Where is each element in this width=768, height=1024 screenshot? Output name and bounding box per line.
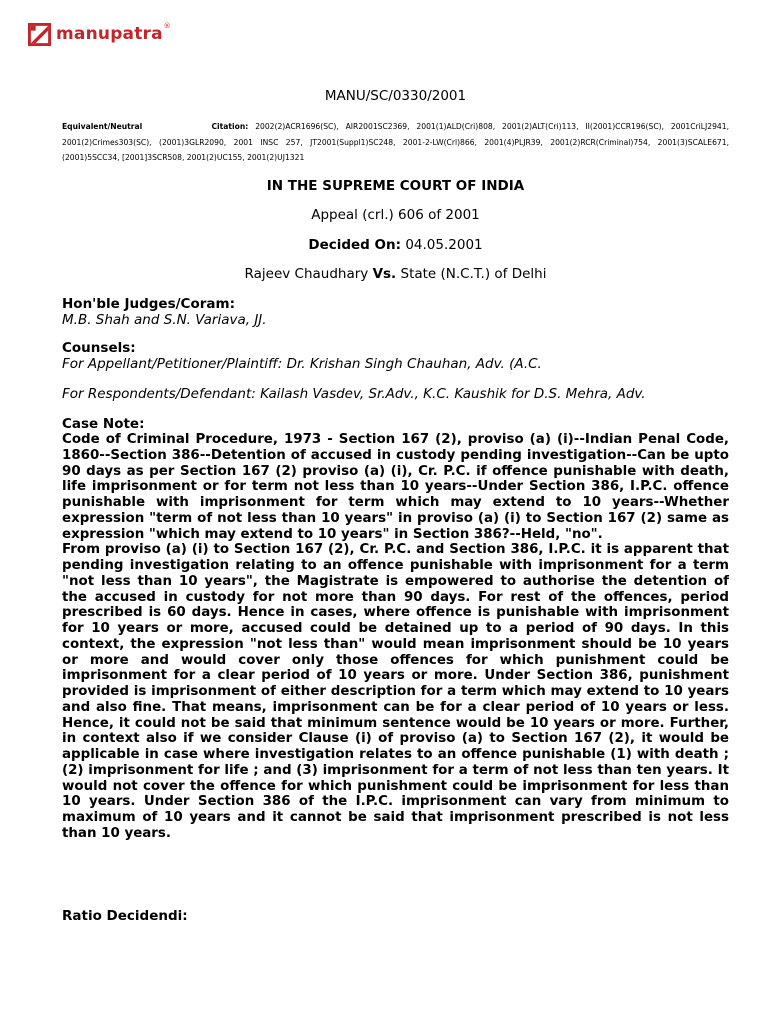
case-note-paragraph: Code of Criminal Procedure, 1973 - Section 167 (2), proviso (a) (i)--Indian Penal Code, 1860--Section 386--Detention of accused in custody pending investigation--Can be upto 90 days as per Section 167 (2) proviso (a) (i), Cr. P.C. if offence punishable with death, life imprisonment or for term not less than 10 years--Under Section 386, I.P.C. offence punishable with imprisonment for term which may extend to 10 years--Whether expression "term of not less than 10 years" in proviso (a) (i) to Section 167 (2) same as expression "which may extend to 10 years" in Section 386?--Held, "no". — [62, 432, 729, 542]
case-note-section — [62, 416, 729, 842]
case-parties — [62, 266, 729, 282]
judges-heading: Hon'ble Judges/Coram: — [62, 296, 235, 312]
citation-list: 2002(2)ACR1696(SC), AIR2001SC2369, 2001(1)ALD(Cri)808, 2001(2)ALT(Cri)113, II(2001)CCR196(SC), 2001CriLJ2941, 2001(2)Crimes303(SC), (2001)3GLR2090, 2001 INSC 257, JT2001(Suppl1)SC248, 2001-2-LW(Crl)866, 2001(4)PLJR39, 2001(2)RCR(Criminal)754, 2001(3)SCALE671, (2001)5SCC34, [2001]3SCR508, 2001(2)UC155, 2001(2)UJ1321 — [62, 122, 729, 162]
respondent-name: State (N.C.T.) of Delhi — [400, 266, 547, 282]
counsel-respondent: For Respondents/Defendant: Kailash Vasdev, Sr.Adv., K.C. Kaushik for D.S. Mehra, Adv. — [62, 386, 646, 402]
manu-citation-id: MANU/SC/0330/2001 — [324, 88, 467, 104]
judges-section — [62, 296, 729, 328]
decided-label: Decided On: — [308, 237, 402, 253]
citation-label: Equivalent/Neutral — [62, 122, 143, 131]
equivalent-citations — [62, 119, 729, 166]
case-note-body — [62, 432, 729, 842]
case-note-paragraph: From proviso (a) (i) to Section 167 (2), Cr. P.C. and Section 386, I.P.C. it is apparent that pending investigation relating to an offence punishable with imprisonment for a term "not less than 10 years", the Magistrate is empowered to authorise the detention of the accused in custody for not more than 90 days. For rest of the offences, period prescribed is 60 days. Hence in cases, where offence is punishable with imprisonment for 10 years or more, accused could be detained up to a period of 90 days. In this context, the expression "not less than" would mean imprisonment should be 10 years or more and would cover only those offences for which punishment could be imprisonment for a clear period of 10 years or more. Under Section 386, punishment provided is imprisonment of either description for a term which may extend to 10 years and also fine. That means, imprisonment can be for a clear period of 10 years or less. Hence, it could not be said that minimum sentence would be 10 years or more. Further, in context also if we consider Clause (i) of proviso (a) to Section 167 (2), it would be applicable in case where investigation relates to an offence punishable (1) with death ; (2) imprisonment for life ; and (3) imprisonment for a term of not less than ten years. It would not cover the offence for which punishment could be imprisonment for less than 10 years. Under Section 386 of the I.P.C. imprisonment can vary from minimum to maximum of 10 years and it cannot be said that imprisonment prescribed is not less than 10 years. — [62, 542, 729, 841]
brand-name: manupatra ® — [56, 22, 171, 44]
case-note-heading: Case Note: — [62, 416, 145, 432]
decided-on — [62, 237, 729, 253]
manupatra-logo-icon — [28, 23, 51, 46]
appeal-number: Appeal (crl.) 606 of 2001 — [311, 207, 480, 223]
counsels-heading: Counsels: — [62, 340, 136, 356]
manupatra-logo[interactable] — [28, 20, 171, 48]
registered-mark: ® — [163, 22, 171, 30]
ratio-decidendi-heading: Ratio Decidendi: — [62, 908, 188, 924]
judges-names: M.B. Shah and S.N. Variava, JJ. — [62, 312, 267, 328]
court-name: IN THE SUPREME COURT OF INDIA — [266, 178, 525, 194]
counsels-section — [62, 340, 729, 372]
versus-label: Vs. — [372, 266, 397, 282]
appellant-name: Rajeev Chaudhary — [244, 266, 369, 282]
decided-date: 04.05.2001 — [405, 237, 483, 253]
counsel-appellant: For Appellant/Petitioner/Plaintiff: Dr. Krishan Singh Chauhan, Adv. (A.C. — [62, 356, 542, 372]
citation-label-2: Citation: — [211, 122, 249, 131]
